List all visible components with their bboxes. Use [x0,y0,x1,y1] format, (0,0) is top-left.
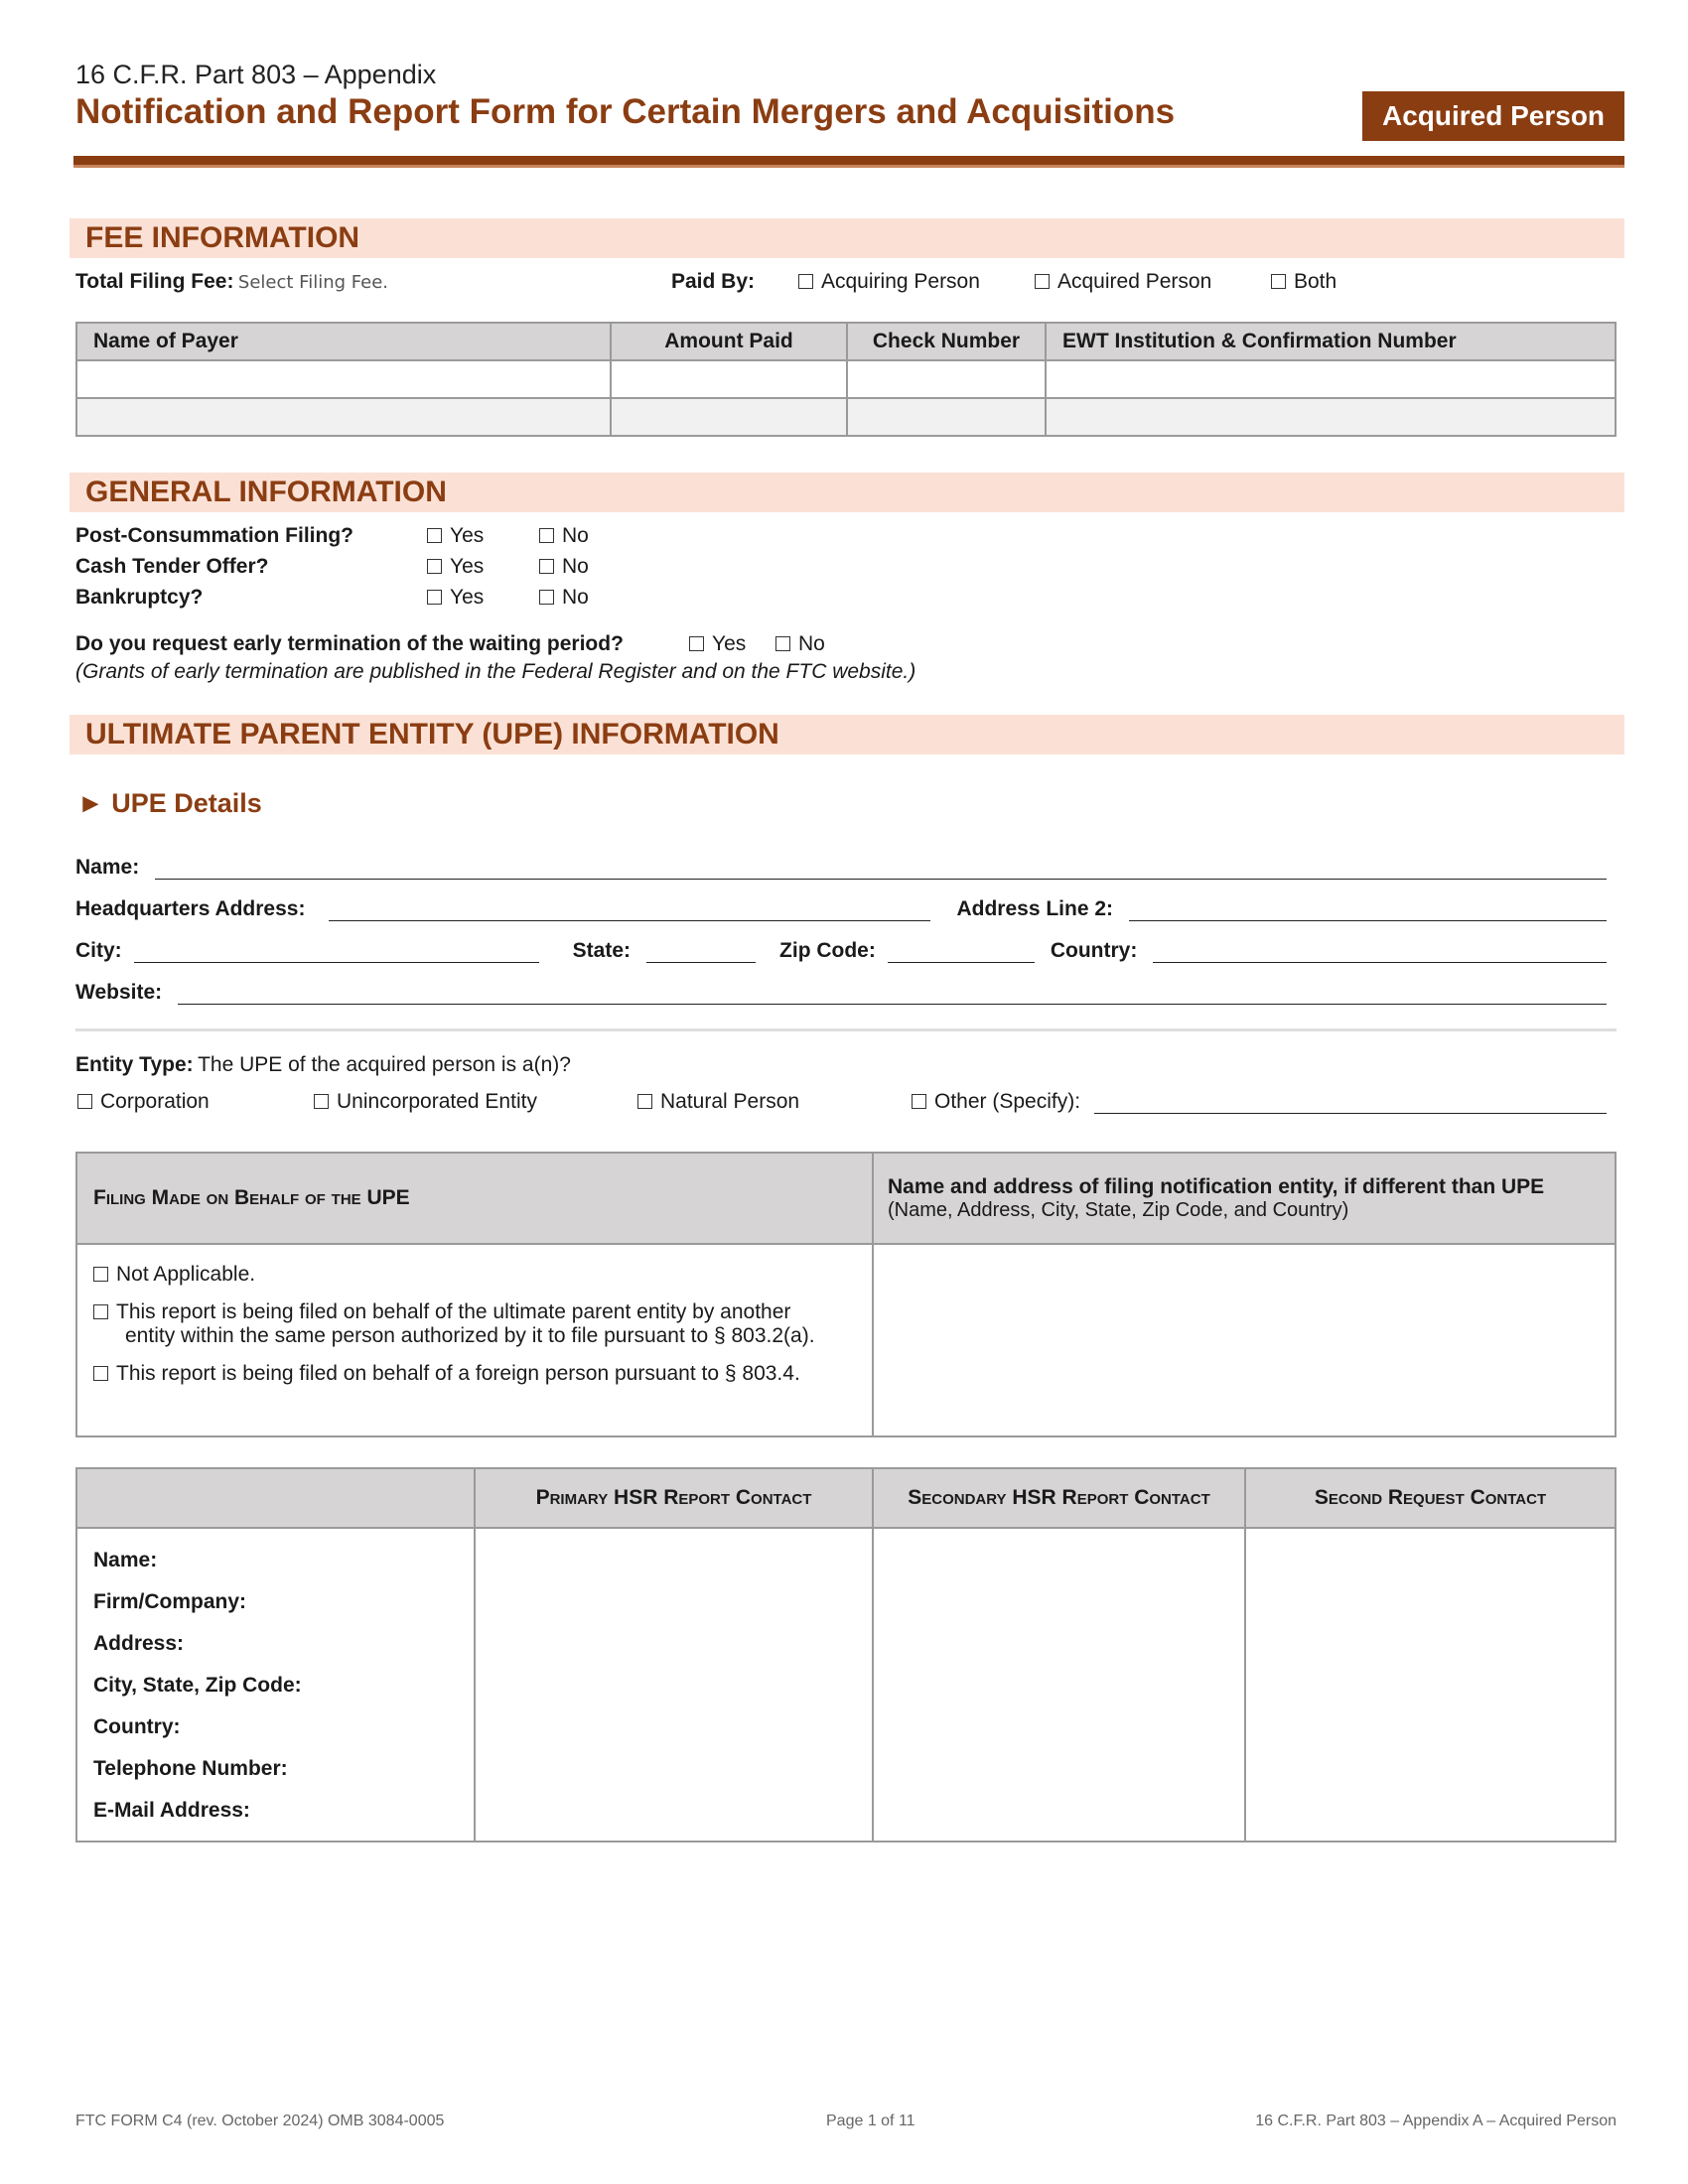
second-request-contact-field[interactable] [1245,1528,1616,1842]
notification-entity-title: Name and address of filing notification entity, if different than UPE [888,1174,1545,1198]
state-label: State: [572,939,632,962]
col-amount-paid: Amount Paid [611,323,847,360]
city-field[interactable] [134,943,539,963]
bankruptcy-yes[interactable] [427,586,484,610]
city-label: City: [75,939,122,962]
cash-tender-yes[interactable] [427,555,484,579]
option-label: No [562,586,589,609]
checkbox[interactable] [314,1094,329,1109]
behalf-options-cell [76,1244,873,1436]
col-ewt-institution: EWT Institution & Confirmation Number [1046,323,1616,360]
early-termination-yes[interactable] [689,632,746,656]
filing-behalf-header [76,1153,873,1244]
filing-fee-select[interactable]: Select Filing Fee. [237,272,388,293]
entity-corporation[interactable] [77,1090,210,1114]
contact-email-label: E-Mail Address: [93,1799,250,1822]
ewt-cell[interactable] [1046,360,1616,398]
option-label: No [562,555,589,578]
option-label: Both [1294,270,1337,293]
checkbox[interactable] [93,1366,108,1381]
other-specify-field[interactable] [1094,1094,1607,1114]
cash-tender-label: Cash Tender Offer? [75,555,269,578]
upe-address-row [75,897,1607,921]
checkbox[interactable] [539,528,554,543]
footer-citation: 16 C.F.R. Part 803 – Appendix A – Acquired Person [1255,2113,1617,2129]
amount-cell[interactable] [611,360,847,398]
upe-name-row [75,856,1607,880]
option-label: Yes [712,632,747,655]
ewt-cell[interactable] [1046,398,1616,436]
option-label: Acquiring Person [821,270,980,293]
filing-behalf-header-text: Filing Made on Behalf of the UPE [93,1186,410,1209]
contact-address-label: Address: [93,1632,185,1655]
upe-details-heading: ► UPE Details [77,788,262,818]
contact-firm-label: Firm/Company: [93,1590,247,1613]
post-consummation-yes[interactable] [427,524,484,548]
check-cell[interactable] [847,360,1046,398]
state-field[interactable] [646,943,756,963]
option-label: Yes [450,586,485,609]
divider [75,1028,1617,1031]
behalf-ultimate-parent-cont: entity within the same person authorized by it to file pursuant to § 803.2(a). [125,1324,815,1347]
entity-other[interactable] [912,1090,1607,1114]
notification-entity-field[interactable] [873,1244,1616,1436]
option-label: No [798,632,825,655]
bankruptcy-no[interactable] [539,586,589,610]
section-general-information: GENERAL INFORMATION [70,473,1624,512]
option-label: This report is being filed on behalf of a foreign person pursuant to § 803.4. [116,1362,800,1385]
col-check-number: Check Number [847,323,1046,360]
early-termination-label: Do you request early termination of the waiting period? [75,632,624,655]
footer-form-id: FTC FORM C4 (rev. October 2024) OMB 3084-0005 [75,2113,445,2129]
notification-entity-header [873,1153,1616,1244]
checkbox[interactable] [93,1304,108,1319]
upe-city-row [75,939,1607,963]
footer-page-number: Page 1 of 11 [826,2113,915,2129]
table-row [76,360,1616,398]
primary-contact-field[interactable] [475,1528,873,1842]
option-label: Corporation [100,1090,210,1113]
website-field[interactable] [178,985,1607,1005]
option-label: Unincorporated Entity [337,1090,537,1113]
checkbox[interactable] [1035,274,1050,289]
checkbox[interactable] [798,274,813,289]
secondary-contact-header: Secondary HSR Report Contact [873,1468,1245,1528]
option-label: Acquired Person [1057,270,1212,293]
option-label: Natural Person [660,1090,800,1113]
contact-city-label: City, State, Zip Code: [93,1674,302,1697]
col-name-of-payer: Name of Payer [76,323,611,360]
option-label: Yes [450,555,485,578]
checkbox[interactable] [427,590,442,605]
secondary-contact-field[interactable] [873,1528,1245,1842]
entity-type-row [75,1053,571,1077]
hq-address-field[interactable] [329,901,930,921]
option-label: Yes [450,524,485,547]
person-badge: Acquired Person [1362,91,1624,141]
header-rule-accent [73,165,1624,168]
option-label: No [562,524,589,547]
checkbox[interactable] [539,559,554,574]
form-title: Notification and Report Form for Certain Mergers and Acquisitions [75,92,1176,131]
contact-name-label: Name: [93,1549,158,1571]
upe-website-row [75,981,1607,1005]
contact-country-label: Country: [93,1715,181,1738]
section-upe-information: ULTIMATE PARENT ENTITY (UPE) INFORMATION [70,715,1624,754]
checkbox[interactable] [77,1094,92,1109]
primary-contact-header: Primary HSR Report Contact [475,1468,873,1528]
amount-cell[interactable] [611,398,847,436]
option-label: Not Applicable. [116,1263,256,1286]
post-consummation-no[interactable] [539,524,589,548]
table-row [76,398,1616,436]
checkbox[interactable] [912,1094,926,1109]
contacts-table [75,1467,1617,1843]
entity-type-label: Entity Type: [75,1053,194,1076]
payer-name-cell[interactable] [76,398,611,436]
fee-payment-table [75,322,1617,437]
checkbox[interactable] [427,528,442,543]
country-label: Country: [1050,939,1138,962]
bankruptcy-label: Bankruptcy? [75,586,204,609]
option-label: This report is being filed on behalf of the ultimate parent entity by another [116,1300,791,1323]
option-label: Other (Specify): [934,1090,1081,1113]
website-label: Website: [75,981,163,1004]
check-cell[interactable] [847,398,1046,436]
entity-unincorporated[interactable] [314,1090,537,1114]
filing-behalf-table [75,1152,1617,1437]
cash-tender-no[interactable] [539,555,589,579]
paid-by-label: Paid By: [671,270,756,293]
upe-name-field[interactable] [155,860,1607,880]
entity-natural-person[interactable] [637,1090,799,1114]
zip-label: Zip Code: [779,939,876,962]
entity-type-question: The UPE of the acquired person is a(n)? [198,1053,571,1076]
country-field[interactable] [1153,943,1607,963]
total-filing-fee-label: Total Filing Fee: [75,270,234,293]
behalf-ultimate-parent[interactable] [93,1300,856,1324]
checkbox[interactable] [539,590,554,605]
address-line2-field[interactable] [1129,901,1607,921]
contact-phone-label: Telephone Number: [93,1757,288,1780]
payer-name-cell[interactable] [76,360,611,398]
section-fee-information: FEE INFORMATION [70,218,1624,258]
checkbox[interactable] [775,636,790,651]
checkbox[interactable] [427,559,442,574]
behalf-foreign-person[interactable] [93,1362,856,1386]
checkbox[interactable] [637,1094,652,1109]
address-line2-label: Address Line 2: [956,897,1114,920]
checkbox[interactable] [93,1267,108,1282]
contacts-corner-header [76,1468,475,1528]
paid-by-acquiring[interactable] [798,270,980,294]
paid-by-both[interactable] [1271,270,1336,294]
behalf-not-applicable[interactable] [93,1263,856,1287]
cfr-citation: 16 C.F.R. Part 803 – Appendix [75,60,437,89]
checkbox[interactable] [689,636,704,651]
checkbox[interactable] [1271,274,1286,289]
second-request-contact-header: Second Request Contact [1245,1468,1616,1528]
zip-field[interactable] [888,943,1035,963]
total-filing-fee-row [75,270,388,294]
hq-address-label: Headquarters Address: [75,897,306,920]
paid-by-acquired[interactable] [1035,270,1211,294]
early-termination-no[interactable] [775,632,825,656]
early-termination-note: (Grants of early termination are published in the Federal Register and on the FTC website.) [75,660,916,683]
contact-field-labels [76,1528,475,1842]
post-consummation-label: Post-Consummation Filing? [75,524,353,547]
notification-entity-subtitle: (Name, Address, City, State, Zip Code, and Country) [888,1198,1349,1221]
upe-name-label: Name: [75,856,140,879]
